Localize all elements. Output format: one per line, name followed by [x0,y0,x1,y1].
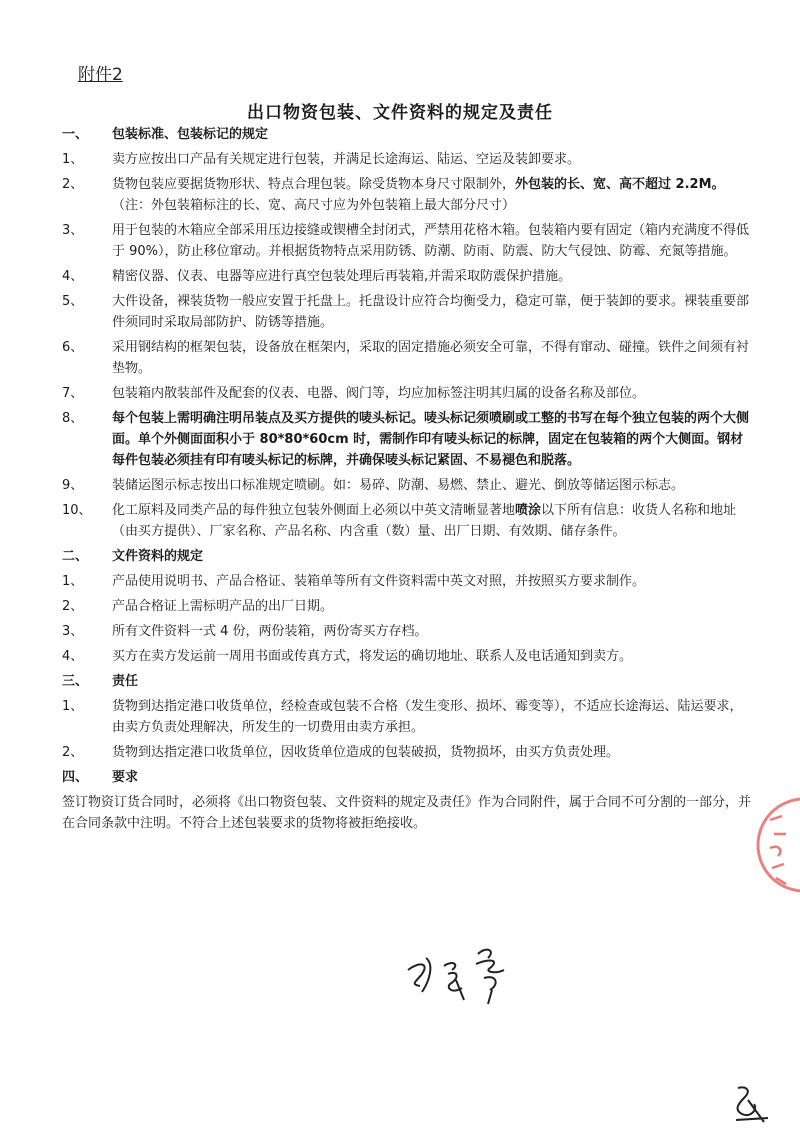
section-3-title: 责任 [112,674,139,689]
section-4-heading [62,767,752,788]
item-number: 9、 [62,478,84,493]
section-4-title: 要求 [112,770,139,785]
item-number: 2、 [62,745,84,760]
section-2-title: 文件资料的规定 [112,549,204,564]
item-text-bold: 外包装的长、宽、高不超过 2.2M。 [515,177,725,192]
item-number: 2、 [62,177,84,192]
item-number: 1、 [62,152,84,167]
item-text: 装储运图示标志按出口标准规定喷刷。如：易碎、防潮、易燃、禁止、避光、倒放等储运图示标志。 [112,478,685,493]
item-text: 大件设备，裸装货物一般应安置于托盘上。托盘设计应符合均衡受力，稳定可靠，便于装卸的要求。裸装重要部件须同时采取局部防护、防锈等措施。 [112,294,750,330]
item-text-part: 货物包装应要据货物形状、特点合理包装。除受货物本身尺寸限制外， [112,177,516,192]
requirement-paragraph: 签订物资订货合同时，必须将《出口物资包装、文件资料的规定及责任》作为合同附件，属于合同不可分割的一部分，并在合同条款中注明。不符合上述包装要求的货物将被拒绝接收。 [62,795,752,831]
section-1-number: 一、 [62,127,89,142]
item-text-part: 化工原料及同类产品的每件独立包装外侧面上必须以中英文清晰显著地 [112,503,516,518]
list-item [62,500,752,542]
seal-icon [752,790,800,900]
item-text: 所有文件资料一式 4 份，两份装箱，两份寄买方存档。 [112,624,428,639]
item-number: 7、 [62,386,84,401]
section-2-number: 二、 [62,549,89,564]
list-item [62,174,752,216]
list-item [62,621,752,642]
item-text: 产品使用说明书、产品合格证、装箱单等所有文件资料需中英文对照，并按照买方要求制作。 [112,574,646,589]
list-item [62,596,752,617]
item-number: 2、 [62,599,84,614]
item-number: 3、 [62,624,84,639]
list-item [62,408,752,471]
item-text: 采用钢结构的框架包装，设备放在框架内，采取的固定措施必须安全可靠，不得有窜动、碰撞。铁件之间须有衬垫物。 [112,340,750,376]
list-item [62,220,752,262]
item-text [112,174,752,216]
item-number: 1、 [62,574,84,589]
list-item [62,383,752,404]
item-number: 4、 [62,649,84,664]
item-text: 精密仪器、仪表、电器等应进行真空包装处理后再装箱,并需采取防震保护措施。 [112,269,572,284]
item-text-bold: 喷涂 [515,503,542,518]
list-item [62,475,752,496]
section-3-number: 三、 [62,674,89,689]
item-number: 8、 [62,411,84,426]
item-text: 货物到达指定港口收货单位，经检查或包装不合格（发生变形、损坏、霉变等），不适应长途海运、陆运要求，由卖方负责处理解决，所发生的一切费用由卖方承担。 [112,699,743,735]
list-item [62,571,752,592]
document-title: 出口物资包装、文件资料的规定及责任 [247,103,553,123]
item-text [112,500,752,542]
item-number: 3、 [62,223,84,238]
item-text: 用于包装的木箱应全部采用压边接缝或锲槽全封闭式，严禁用花格木箱。包装箱内要有固定（箱内充满度不得低于 90%），防止移位窜动。并根据货物特点采用防锈、防潮、防雨、防震、防大气侵蚀、防霉、充氮等措施。 [112,223,750,259]
section-1-heading [62,124,752,145]
list-item [62,742,752,763]
list-item [62,646,752,667]
list-item [62,149,752,170]
item-text: 货物到达指定港口收货单位，因收货单位造成的包装破损，货物损坏，由买方负责处理。 [112,745,620,760]
signature-icon [400,940,530,1010]
item-text-bold: 每个包装上需明确注明吊装点及买方提供的唛头标记。唛头标记须喷刷或工整的书写在每个独立包装的两个大侧面。单个外侧面面积小于 80*80*60cm 时，需制作印有唛头标记的标牌，固定在包装箱的两个大侧面。钢材每件包装必须挂有印有唛头标记的标牌，并确保唛头标记紧固、不易褪色和脱落。 [112,411,750,468]
item-number: 6、 [62,340,84,355]
section-2-heading [62,546,752,567]
list-item [62,337,752,379]
item-number: 1、 [62,699,84,714]
initials-icon [728,1080,778,1128]
document-body [62,124,752,838]
item-number: 4、 [62,269,84,284]
attachment-label: 附件2 [78,65,123,85]
list-item [62,266,752,287]
section-3-heading [62,671,752,692]
item-text: 包装箱内散装部件及配套的仪表、电器、阀门等，均应加标签注明其归属的设备名称及部位。 [112,386,646,401]
item-note: （注：外包装箱标注的长、宽、高尺寸应为外包装箱上最大部分尺寸） [112,198,516,213]
item-text-part: 以下所有信息：收货人名称和地址（由买方提供）、厂家名称、产品名称、内含重（数）量、出厂日期、有效期、储存条件。 [112,503,737,539]
item-text: 产品合格证上需标明产品的出厂日期。 [112,599,334,614]
list-item [62,291,752,333]
item-number: 5、 [62,294,84,309]
item-text: 卖方应按出口产品有关规定进行包装，并满足长途海运、陆运、空运及装卸要求。 [112,152,581,167]
list-item [62,696,752,738]
item-text: 买方在卖方发运前一周用书面或传真方式，将发运的确切地址、联系人及电话通知到卖方。 [112,649,633,664]
item-number: 10、 [62,503,92,518]
section-1-title: 包装标准、包装标记的规定 [112,127,269,142]
section-4-number: 四、 [62,770,89,785]
